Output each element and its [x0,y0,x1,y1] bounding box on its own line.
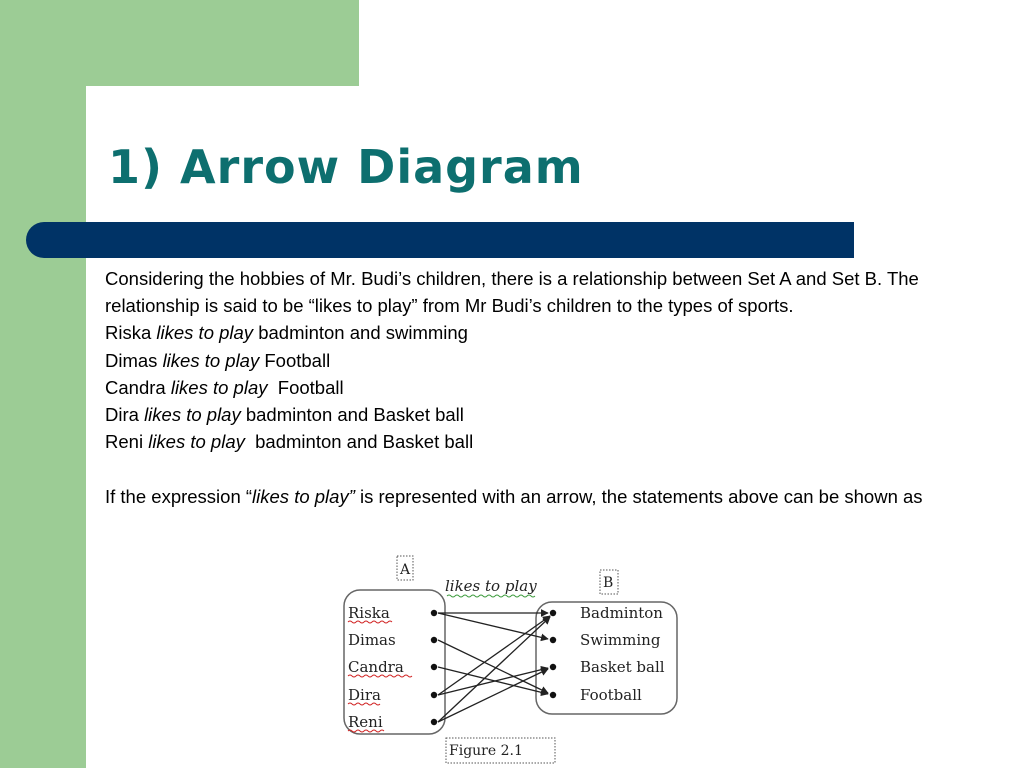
statement-name: Dimas [105,349,158,371]
statement-object: badminton and Basket ball [250,431,474,453]
closing-prefix: If the expression “ [105,485,253,507]
set-b-dot [550,637,556,643]
closing-relation: likes to play” [252,485,355,507]
statement-name: Candra [105,376,166,398]
statement-name: Dira [105,404,139,426]
statement-object: Football [272,376,344,398]
set-b-item: Swimming [580,631,661,649]
statement-line [105,428,945,455]
statement-relation: likes to play [156,322,254,344]
slide-body [105,265,945,510]
statement-relation: likes to play [162,349,260,371]
set-b-dot [550,610,556,616]
set-a-dot [431,719,437,725]
relation-arrow [438,617,550,722]
set-b-label: B [603,575,614,591]
relation-arrow [438,616,550,695]
set-b-dot [550,692,556,698]
statement-line [105,374,945,401]
set-b-dot [550,664,556,670]
statement-relation: likes to play [148,431,245,453]
figure-caption: Figure 2.1 [449,743,523,759]
set-a-dot [431,637,437,643]
set-a-item: Reni [348,713,383,731]
closing-paragraph [105,483,945,510]
statement-relation: likes to play [170,376,268,398]
set-a-dot [431,664,437,670]
paragraph-gap [105,455,945,482]
set-a-item: Riska [348,604,390,622]
statement-object: Football [264,349,331,371]
statement-name: Riska [105,322,152,344]
statement-name: Reni [105,431,144,453]
relation-arrow [438,640,548,693]
spellcheck-underline [447,595,535,597]
top-decorative-bar [86,0,359,86]
set-b-item: Basket ball [580,658,665,676]
statement-relation: likes to play [144,404,241,426]
set-a-dot [431,610,437,616]
statement-line [105,319,945,346]
relation-arrow [438,668,548,695]
set-b-item: Football [580,686,642,704]
relation-label: likes to play [445,577,537,595]
statement-object: badminton and swimming [258,322,468,344]
closing-suffix: is represented with an arrow, the statements above can be shown as [354,485,923,507]
set-a-label: A [400,562,411,578]
arrow-diagram-svg [335,550,695,768]
arrow-diagram-figure [335,550,695,768]
statement-line [105,401,945,428]
set-a-item: Dimas [348,631,396,649]
set-a-item: Dira [348,686,381,704]
left-decorative-bar [0,0,86,768]
relation-arrow [438,669,548,722]
set-b-item: Badminton [580,604,663,622]
set-a-dot [431,692,437,698]
title-underline-bar [26,222,854,258]
statement-object: badminton and Basket ball [245,404,464,426]
intro-paragraph: Considering the hobbies of Mr. Budi’s children, there is a relationship between Set A and Set B. The relationship is said to be “likes to play” from Mr Budi’s children to the types of sports. [105,268,919,317]
statement-line [105,347,945,374]
slide-title: 1) Arrow Diagram [108,140,584,194]
set-a-item: Candra [348,658,404,676]
